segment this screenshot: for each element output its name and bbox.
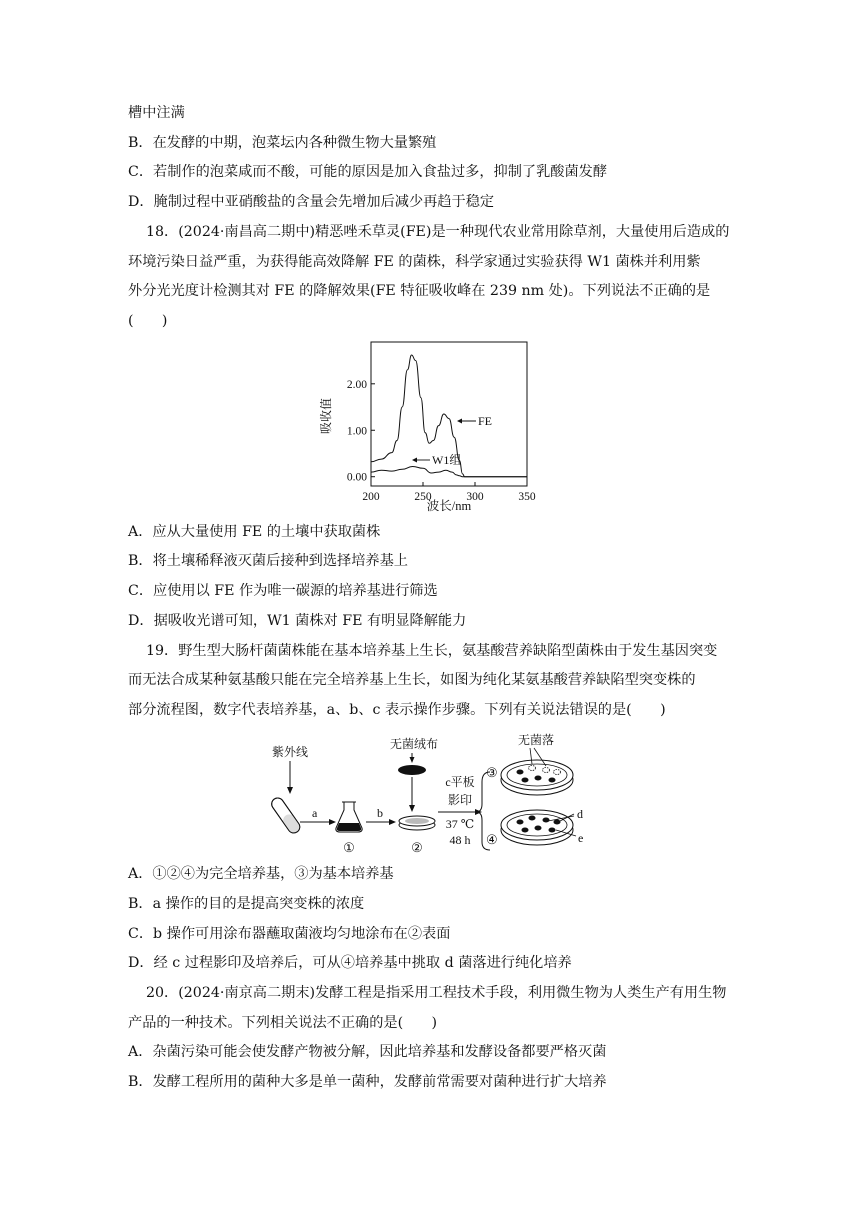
option-c-q17: C．若制作的泡菜咸而不酸，可能的原因是加入食盐过多，抑制了乳酸菌发酵 <box>128 164 608 180</box>
x-axis-label: 波长/nm <box>426 499 472 513</box>
plate-4-icon <box>501 810 573 845</box>
option-a-q19: A．①②④为完全培养基，③为基本培养基 <box>128 866 394 882</box>
series-label-fe: FE <box>478 414 493 428</box>
label-1: ① <box>343 840 355 855</box>
option-b-q18: B．将土壤稀释液灭菌后接种到选择培养基上 <box>128 553 408 569</box>
question-18-stem-2: 环境污染日益严重，为获得能高效降解 FE 的菌株，科学家通过实验获得 W1 菌株并利用紫 <box>128 254 701 270</box>
question-19-stem: 19．野生型大肠杆菌菌株能在基本培养基上生长，氨基酸营养缺陷型菌株由于发生基因突变 <box>146 643 718 659</box>
question-20-stem-2: 产品的一种技术。下列相关说法不正确的是( ) <box>128 1015 438 1031</box>
answer-bracket: ( ) <box>128 313 168 329</box>
option-c-q18: C．应使用以 FE 作为唯一碳源的培养基进行筛选 <box>128 583 438 599</box>
label-d: d <box>577 807 583 821</box>
step-b-label: b <box>377 806 383 820</box>
option-b-q17: B．在发酵的中期，泡菜坛内各种微生物大量繁殖 <box>128 135 437 151</box>
question-20-stem: 20．(2024·南京高二期末)发酵工程是指采用工程技术手段，利用微生物为人类生产有用生物 <box>146 985 727 1001</box>
uv-label: 紫外线 <box>272 745 309 759</box>
step-c-label-2: 影印 <box>447 793 473 807</box>
absorption-spectrum-chart <box>300 336 560 516</box>
no-colony-label: 无菌落 <box>518 733 555 747</box>
time-label: 48 h <box>449 833 471 847</box>
series-w1-line <box>371 467 527 477</box>
step-c-label: c平板 <box>445 775 475 789</box>
y-tick-label: 1.00 <box>346 425 367 438</box>
question-19-stem-3: 部分流程图，数字代表培养基，a、b、c 表示操作步骤。下列有关说法错误的是( ) <box>128 702 666 718</box>
option-a-q18: A．应从大量使用 FE 的土壤中获取菌株 <box>128 524 381 540</box>
test-tube-icon <box>269 796 302 836</box>
series-label-w1: W1组 <box>432 453 462 467</box>
label-3: ③ <box>486 765 498 780</box>
option-d-q19: D．经 c 过程影印及培养后，可从④培养基中挑取 d 菌落进行纯化培养 <box>128 955 572 971</box>
option-d-q17: D．腌制过程中亚硝酸盐的含量会先增加后减少再趋于稳定 <box>128 194 495 210</box>
x-tick-label: 250 <box>414 491 432 503</box>
y-tick-label: 2.00 <box>346 378 367 391</box>
option-c-q19: C．b 操作可用涂布器蘸取菌液均匀地涂布在②表面 <box>128 926 451 942</box>
mutant-screening-diagram <box>262 728 602 858</box>
text-line: 槽中注满 <box>128 105 185 121</box>
x-tick-label: 350 <box>518 491 536 503</box>
option-b-q19: B．a 操作的目的是提高突变株的浓度 <box>128 896 365 912</box>
step-a-label: a <box>312 806 318 820</box>
velvet-pad-icon <box>398 765 426 775</box>
option-b-q20: B．发酵工程所用的菌种大多是单一菌种，发酵前常需要对菌种进行扩大培养 <box>128 1074 607 1090</box>
temperature-label: 37 ℃ <box>445 817 475 831</box>
y-tick-label: 0.00 <box>346 471 367 484</box>
option-a-q20: A．杂菌污染可能会使发酵产物被分解，因此培养基和发酵设备都要严格灭菌 <box>128 1044 607 1060</box>
question-19-stem-2: 而无法合成某种氨基酸只能在完全培养基上生长，如图为纯化某氨基酸营养缺陷型突变株的 <box>128 672 696 688</box>
flask-icon <box>336 802 362 832</box>
question-18-stem-3: 外分光光度计检测其对 FE 的降解效果(FE 特征吸收峰在 239 nm 处)。下列说法不正确的是 <box>128 283 711 299</box>
plate-3-icon <box>501 760 573 795</box>
label-4: ④ <box>486 832 498 847</box>
question-18-stem: 18．(2024·南昌高二期中)精恶唑禾草灵(FE)是一种现代农业常用除草剂，大量使用后造成的 <box>146 224 730 240</box>
x-tick-label: 200 <box>362 491 380 503</box>
velvet-label: 无菌绒布 <box>390 737 439 751</box>
plate-2-icon <box>399 816 435 830</box>
y-axis-label: 吸收值 <box>319 397 333 435</box>
x-tick-label: 300 <box>466 491 484 503</box>
label-e: e <box>578 831 584 845</box>
option-d-q18: D．据吸收光谱可知，W1 菌株对 FE 有明显降解能力 <box>128 613 467 629</box>
label-2: ② <box>411 840 423 855</box>
